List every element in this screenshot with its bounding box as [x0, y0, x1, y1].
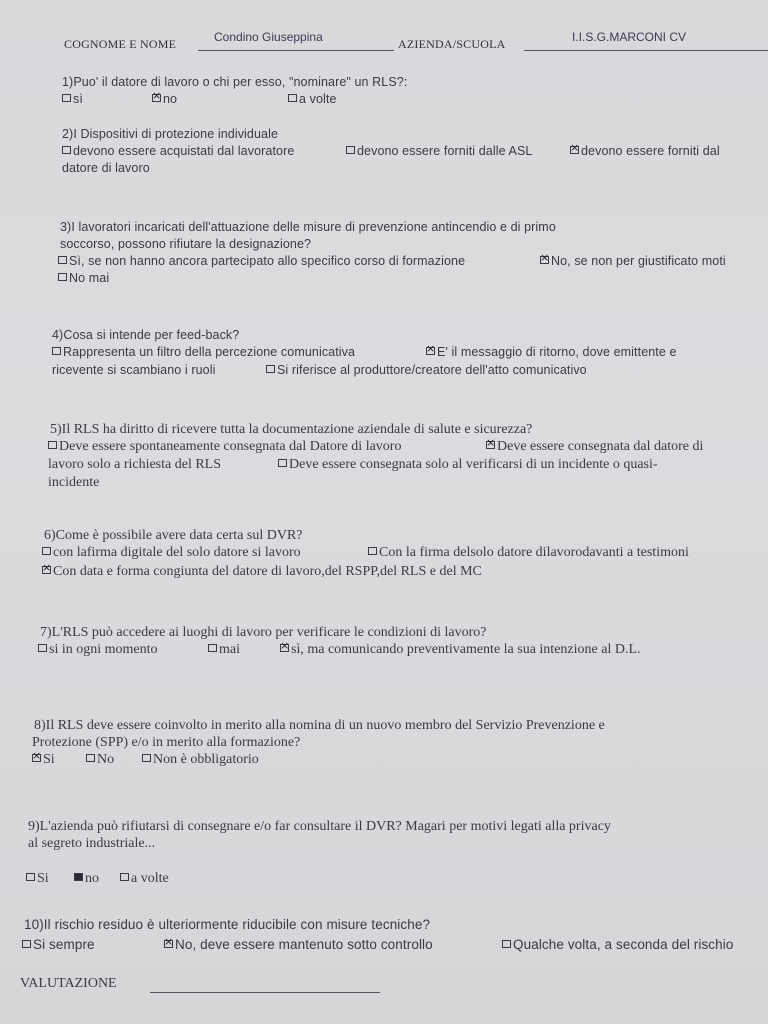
question-2 [0, 126, 768, 177]
question-text: al segreto industriale... [28, 836, 156, 851]
option[interactable]: devono essere acquistati dal lavoratore [62, 143, 294, 160]
checkbox-empty [502, 940, 511, 948]
checkbox-empty [42, 547, 51, 555]
checkbox-empty [26, 873, 35, 881]
option[interactable]: con lafirma digitale del solo datore si lavoro [42, 544, 301, 561]
option[interactable]: Si [26, 870, 49, 887]
question-text: 9)L'azienda può rifiutarsi di consegnare e/o far consultare il DVR? Magari per motivi legati alla privacy [28, 819, 611, 834]
checkbox-empty [142, 754, 151, 762]
name-underline [198, 50, 394, 51]
checkbox-checked [570, 146, 579, 154]
option[interactable]: ×Si [32, 751, 55, 768]
checkbox-checked [426, 347, 435, 355]
option[interactable]: ×Con data e forma congiunta del datore di lavoro,del RSPP,del RLS e del MC [42, 563, 482, 580]
org-label: AZIENDA/SCUOLA [398, 37, 506, 51]
option[interactable]: No mai [58, 270, 109, 287]
evaluation-underline[interactable] [150, 992, 380, 993]
option[interactable]: a volte [120, 870, 169, 887]
checkbox-empty [38, 644, 47, 652]
evaluation-label: VALUTAZIONE [20, 976, 117, 991]
checkbox-checked [280, 644, 289, 652]
option[interactable]: Rappresenta un filtro della percezione comunicativa [52, 344, 355, 361]
checkbox-empty [58, 256, 67, 264]
checkbox-filled [74, 873, 83, 881]
question-5 [0, 421, 768, 491]
option[interactable]: Con la firma delsolo datore dilavorodavanti a testimoni [368, 544, 689, 561]
option[interactable]: sì [62, 91, 83, 108]
name-label: COGNOME E NOME [64, 37, 177, 51]
option[interactable]: si in ogni momento [38, 641, 158, 658]
option[interactable]: Si sempre [22, 936, 95, 953]
checkbox-empty [368, 547, 377, 555]
checkbox-empty [52, 347, 61, 355]
question-text: 5)Il RLS ha diritto di ricevere tutta la documentazione aziendale di salute e sicurezza? [50, 422, 533, 437]
question-10 [0, 916, 768, 955]
checkbox-empty [208, 644, 217, 652]
option[interactable]: × Deve essere consegnata dal datore di [486, 438, 703, 455]
option[interactable]: devono essere forniti dalle ASL [346, 143, 532, 160]
option[interactable]: × E' il messaggio di ritorno, dove emittente e [426, 344, 677, 361]
option[interactable]: × sì, ma comunicando preventivamente la sua intenzione al D.L. [280, 641, 641, 658]
option-continuation: incidente [48, 475, 100, 490]
checkbox-empty [278, 459, 287, 467]
option[interactable]: Si riferisce al produttore/creatore dell'atto comunicativo [266, 362, 587, 379]
checkbox-empty [86, 754, 95, 762]
option[interactable]: No [86, 751, 114, 768]
question-text: 8)Il RLS deve essere coinvolto in merito alla nomina di un nuovo membro del Servizio Prevenzione e [34, 718, 605, 733]
question-8 [0, 717, 768, 770]
question-text: 7)L'RLS può accedere ai luoghi di lavoro per verificare le condizioni di lavoro? [40, 625, 487, 640]
checkbox-empty [288, 94, 297, 102]
checkbox-checked [164, 940, 173, 948]
option[interactable]: × devono essere forniti dal [570, 143, 720, 160]
checkbox-empty [62, 94, 71, 102]
option-continuation: lavoro solo a richiesta del RLS [48, 457, 222, 472]
header [64, 30, 764, 52]
name-value: Condino Giuseppina [214, 30, 323, 44]
checkbox-empty [62, 146, 71, 154]
question-text: 2)I Dispositivi di protezione individuale [62, 127, 279, 141]
checkbox-empty [346, 146, 355, 154]
checkbox-empty [22, 940, 31, 948]
checkbox-empty [266, 365, 275, 373]
checkbox-empty [48, 441, 57, 449]
option[interactable]: no [74, 870, 99, 887]
option[interactable]: Non è obbligatorio [142, 751, 259, 768]
checkbox-empty [120, 873, 129, 881]
question-text: 4)Cosa si intende per feed-back? [52, 328, 240, 342]
question-1 [0, 74, 768, 108]
option-continuation: datore di lavoro [62, 161, 150, 175]
question-9 [0, 818, 768, 889]
option[interactable]: × No, deve essere mantenuto sotto controllo [164, 936, 433, 953]
checkbox-checked [486, 441, 495, 449]
question-text: Protezione (SPP) e/o in merito alla formazione? [32, 735, 301, 750]
question-text: soccorso, possono rifiutare la designazione? [60, 237, 312, 251]
option[interactable]: Qualche volta, a seconda del rischio [502, 936, 733, 953]
question-6 [0, 527, 768, 582]
option[interactable]: Deve essere spontaneamente consegnata dal Datore di lavoro [48, 438, 401, 455]
question-text: 3)I lavoratori incaricati dell'attuazione delle misure di prevenzione antincendio e di primo [60, 220, 556, 234]
option[interactable]: × no [152, 91, 177, 108]
org-value: I.I.S.G.MARCONI CV [572, 30, 687, 44]
checkbox-checked [152, 94, 161, 102]
checkbox-checked [540, 256, 549, 264]
option[interactable]: mai [208, 641, 240, 658]
question-4 [0, 327, 768, 380]
option[interactable]: a volte [288, 91, 337, 108]
question-7 [0, 624, 768, 660]
question-text: 10)Il rischio residuo è ulteriormente riducibile con misure tecniche? [24, 917, 431, 932]
option[interactable]: × No, se non per giustificato moti [540, 253, 726, 270]
option[interactable]: Deve essere consegnata solo al verificarsi di un incidente o quasi- [278, 456, 658, 473]
org-underline [524, 50, 768, 51]
question-text: 1)Puo' il datore di lavoro o chi per esso, "nominare" un RLS?: [62, 75, 408, 89]
checkbox-empty [58, 273, 67, 281]
checkbox-checked [42, 566, 51, 574]
option-continuation: ricevente si scambiano i ruoli [52, 363, 216, 377]
option[interactable]: Sì, se non hanno ancora partecipato allo specifico corso di formazione [58, 253, 465, 270]
question-text: 6)Come è possibile avere data certa sul DVR? [44, 528, 303, 543]
checkbox-checked [32, 754, 41, 762]
question-3 [0, 219, 768, 287]
evaluation [20, 976, 420, 992]
